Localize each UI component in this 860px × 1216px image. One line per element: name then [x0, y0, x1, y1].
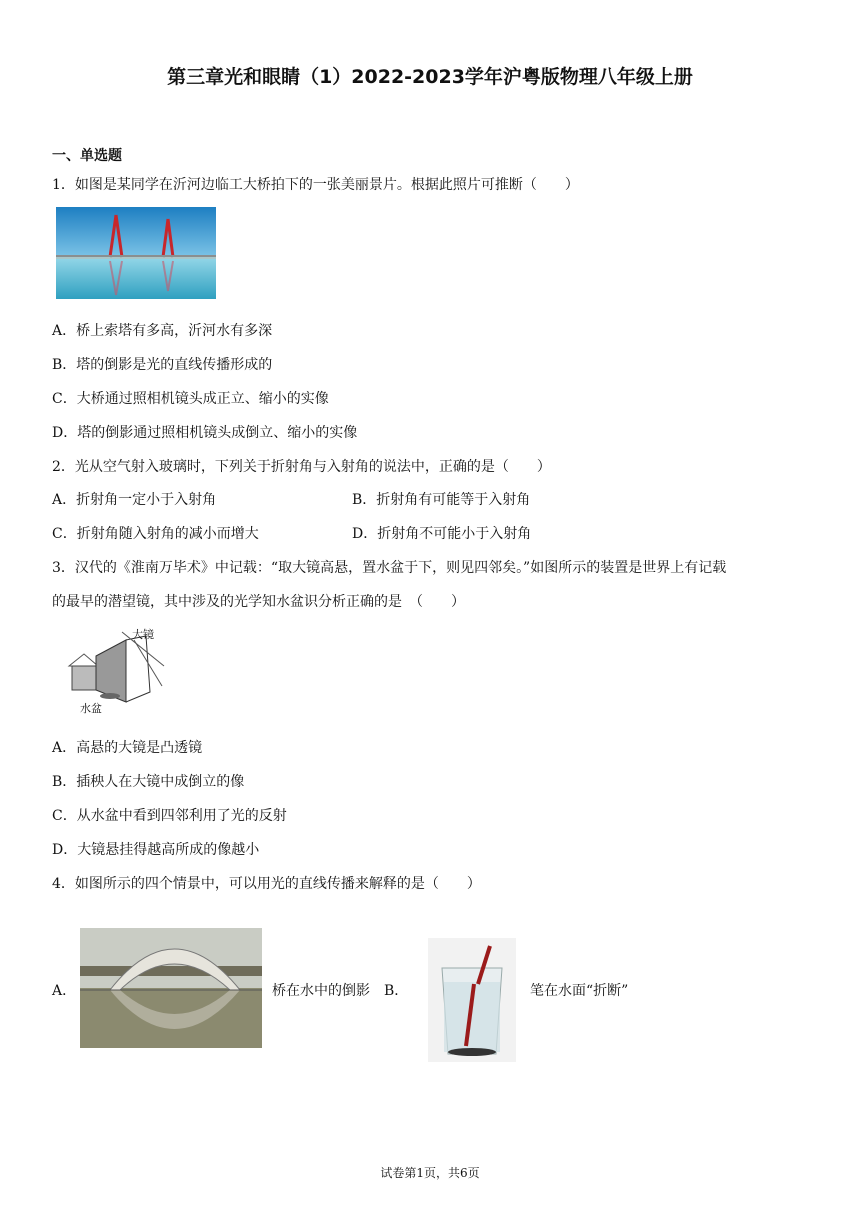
question-2-option-b: B．折射角有可能等于入射角 [352, 492, 531, 508]
question-2-stem: 2．光从空气射入玻璃时，下列关于折射角与入射角的说法中，正确的是（ ） [52, 459, 551, 475]
question-2-option-c: C．折射角随入射角的减小而增大 [52, 526, 259, 542]
question-3-option-d: D．大镜悬挂得越高所成的像越小 [52, 842, 260, 858]
question-2-option-d: D．折射角不可能小于入射角 [352, 526, 532, 542]
figure-label-basin: 水盆 [80, 702, 102, 715]
question-3-stem-line1: 3．汉代的《淮南万毕术》中记载：“取大镜高悬，置水盆于下，则见四邻矣。”如图所示的装置是世界上有记载 [52, 560, 727, 576]
question-1-option-b: B．塔的倒影是光的直线传播形成的 [52, 357, 273, 373]
question-4-option-a-text: 桥在水中的倒影 [272, 983, 370, 999]
question-1-option-d: D．塔的倒影通过照相机镜头成倒立、缩小的实像 [52, 425, 358, 441]
section-heading: 一、单选题 [52, 148, 122, 164]
question-4-stem: 4．如图所示的四个情景中，可以用光的直线传播来解释的是（ ） [52, 876, 481, 892]
figure-label-mirror: 大镜 [132, 628, 154, 641]
question-1-stem: 1．如图是某同学在沂河边临工大桥拍下的一张美丽景片。根据此照片可推断（ ） [52, 177, 579, 193]
question-3-stem-line2: 的最早的潜望镜，其中涉及的光学知水盆识分析正确的是 （ ） [52, 594, 465, 610]
arch-bridge-photo [80, 928, 262, 1048]
bridge-photo [56, 207, 216, 299]
question-1-option-c: C．大桥通过照相机镜头成正立、缩小的实像 [52, 391, 329, 407]
question-3-option-a: A．高悬的大镜是凸透镜 [52, 740, 203, 756]
question-4-option-b-letter: B． [384, 983, 409, 999]
question-3-option-c: C．从水盆中看到四邻利用了光的反射 [52, 808, 287, 824]
question-3-option-b: B．插秧人在大镜中成倒立的像 [52, 774, 245, 790]
question-4-option-b-text: 笔在水面“折断” [530, 983, 629, 999]
pencil-in-glass-photo [428, 938, 516, 1062]
question-4-option-a-letter: A． [52, 983, 77, 999]
page-title: 第三章光和眼睛（1）2022-2023学年沪粤版物理八年级上册 [167, 66, 693, 88]
periscope-figure [64, 626, 174, 716]
page-footer: 试卷第1页，共6页 [380, 1166, 480, 1180]
question-1-option-a: A．桥上索塔有多高，沂河水有多深 [52, 323, 273, 339]
question-2-option-a: A．折射角一定小于入射角 [52, 492, 217, 508]
